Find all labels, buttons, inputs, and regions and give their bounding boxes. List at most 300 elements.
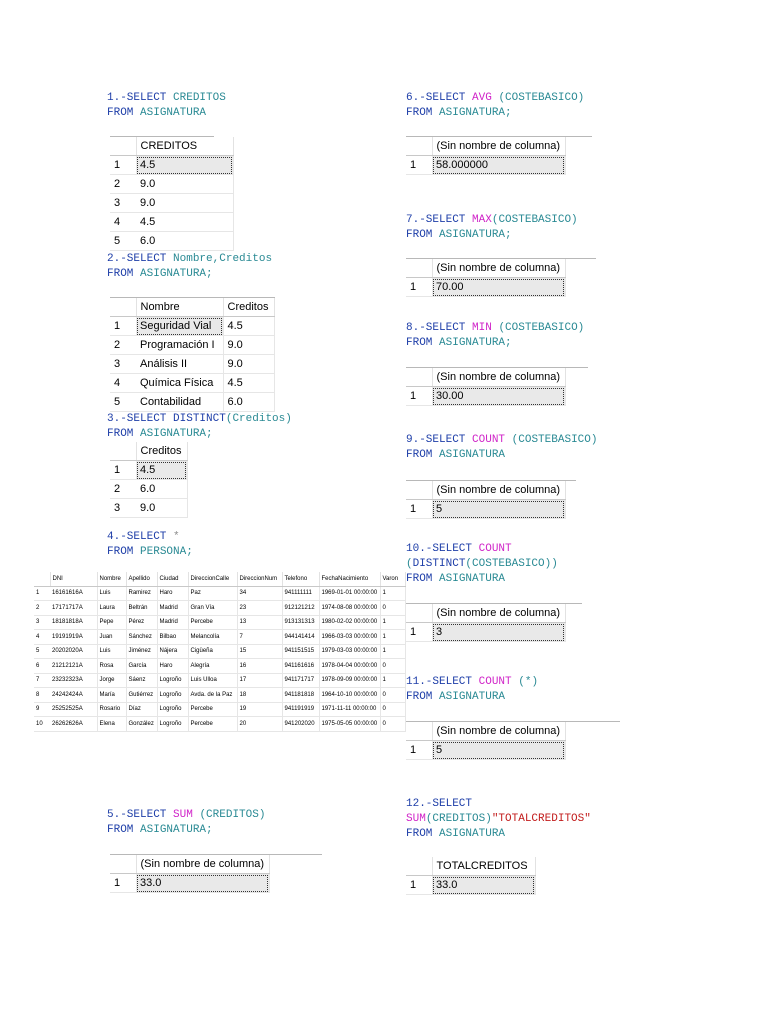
grid-cell: Alegría (188, 659, 237, 674)
grid-header-row (406, 604, 565, 623)
grid-cell: 20 (237, 717, 282, 732)
grid-row (110, 480, 187, 499)
grid-cell: 941161616 (282, 659, 319, 674)
row-number: 5 (110, 232, 136, 251)
grid-cell: 1971-11-11 00:00:00 (319, 702, 380, 717)
grid-cell: 1969-01-01 00:00:00 (319, 586, 380, 601)
result-grid-7 (406, 259, 566, 297)
query-7 (406, 213, 578, 243)
grid-cell: Avda. de la Paz (188, 688, 237, 703)
grid-cell: Sánchez (126, 630, 157, 645)
grid-cell: Logroño (157, 717, 188, 732)
result-grid-11 (406, 722, 566, 760)
query-keyword: FROM (406, 828, 433, 840)
grid-corner-cell (110, 298, 136, 317)
grid-cell: Paz (188, 586, 237, 601)
query-2 (107, 252, 272, 282)
query-function: SUM (406, 813, 426, 825)
grid-header-row (406, 722, 565, 741)
grid-cell: 941191919 (282, 702, 319, 717)
grid-cell: 0 (380, 659, 405, 674)
grid-top-line (406, 136, 592, 137)
row-number: 4 (110, 213, 136, 232)
grid-cell: 9.0 (223, 355, 274, 374)
grid-cell: 30.00 (432, 387, 565, 406)
grid-cell: 9.0 (136, 194, 233, 213)
grid-cell: 944141414 (282, 630, 319, 645)
grid-cell: 941111111 (282, 586, 319, 601)
column-header: DireccionCalle (188, 572, 237, 586)
row-number: 1 (406, 623, 432, 642)
column-header: DNI (50, 572, 97, 586)
query-9 (406, 433, 597, 463)
query-keyword: DISTINCT (412, 558, 466, 570)
row-number: 9 (34, 702, 50, 717)
query-column: (COSTEBASICO) (498, 92, 585, 104)
grid-cell: 6.0 (223, 393, 274, 412)
grid-row (110, 374, 274, 393)
grid-cell: 0 (380, 688, 405, 703)
grid-cell: 913131313 (282, 615, 319, 630)
grid-top-line (406, 258, 596, 259)
grid-table (406, 857, 536, 895)
column-header: (Sin nombre de columna) (136, 855, 269, 874)
grid-corner-cell (406, 722, 432, 741)
grid-row (34, 615, 405, 630)
grid-row (34, 673, 405, 688)
row-number: 2 (34, 601, 50, 616)
grid-cell: 24242424A (50, 688, 97, 703)
result-grid-10 (406, 604, 566, 642)
grid-cell: 16 (237, 659, 282, 674)
grid-cell: 19191919A (50, 630, 97, 645)
query-keyword: FROM (406, 229, 433, 241)
grid-row (34, 601, 405, 616)
row-number: 1 (406, 876, 432, 895)
grid-row (110, 317, 274, 336)
grid-header-row (406, 368, 565, 387)
grid-corner-cell (406, 259, 432, 278)
grid-cell: María (97, 688, 126, 703)
query-keyword: 4.-SELECT (107, 531, 167, 543)
grid-cell: 941151515 (282, 644, 319, 659)
query-4 (107, 530, 193, 560)
grid-cell: Logroño (157, 673, 188, 688)
grid-cell: 912121212 (282, 601, 319, 616)
grid-cell: 17 (237, 673, 282, 688)
row-number: 1 (406, 156, 432, 175)
grid-top-line (110, 136, 214, 137)
row-number: 8 (34, 688, 50, 703)
grid-cell: Percebe (188, 717, 237, 732)
query-table: ASIGNATURA; (439, 337, 512, 349)
grid-cell: Logroño (157, 688, 188, 703)
query-function: MIN (472, 322, 492, 334)
grid-table (110, 298, 275, 412)
grid-cell: 1978-09-09 00:00:00 (319, 673, 380, 688)
grid-cell: 17171717A (50, 601, 97, 616)
grid-header-row (406, 857, 535, 876)
row-number: 3 (34, 615, 50, 630)
grid-cell: Jiménez (126, 644, 157, 659)
row-number: 2 (110, 175, 136, 194)
grid-cell: 9.0 (136, 175, 233, 194)
query-function: SUM (173, 809, 193, 821)
grid-cell: 1 (380, 586, 405, 601)
grid-cell: 23 (237, 601, 282, 616)
result-grid-5 (110, 855, 270, 893)
grid-cell: Beltrán (126, 601, 157, 616)
grid-cell: González (126, 717, 157, 732)
grid-cell: Laura (97, 601, 126, 616)
grid-top-line (406, 603, 582, 604)
result-grid-3 (110, 442, 188, 518)
grid-cell: 1 (380, 644, 405, 659)
grid-table (406, 481, 566, 519)
grid-cell: Luis (97, 644, 126, 659)
query-function: MAX (472, 214, 492, 226)
grid-row (110, 213, 233, 232)
grid-cell: 6.0 (136, 232, 233, 251)
grid-top-line (110, 854, 322, 855)
query-table: ASIGNATURA; (140, 428, 213, 440)
query-keyword: 10.-SELECT (406, 543, 473, 555)
grid-cell: Contabilidad (136, 393, 223, 412)
grid-cell: 1966-03-03 00:00:00 (319, 630, 380, 645)
grid-cell: 5 (432, 741, 565, 760)
result-grid-9 (406, 481, 566, 519)
query-table: ASIGNATURA; (140, 824, 213, 836)
grid-corner-cell (110, 855, 136, 874)
grid-cell: 941181818 (282, 688, 319, 703)
query-table: ASIGNATURA; (439, 107, 512, 119)
grid-cell: Ramirez (126, 586, 157, 601)
grid-row (110, 175, 233, 194)
grid-row (110, 156, 233, 175)
grid-cell: 0 (380, 702, 405, 717)
grid-cell: 18181818A (50, 615, 97, 630)
query-column: (Creditos) (225, 413, 292, 425)
row-number: 1 (110, 156, 136, 175)
query-3 (107, 412, 292, 442)
row-number: 1 (110, 874, 136, 893)
row-number: 2 (110, 480, 136, 499)
grid-cell: 941171717 (282, 673, 319, 688)
row-number: 5 (110, 393, 136, 412)
query-keyword: FROM (107, 546, 134, 558)
query-column: CREDITOS (173, 92, 226, 104)
grid-cell: Análisis II (136, 355, 223, 374)
column-header: Ciudad (157, 572, 188, 586)
grid-row (406, 876, 535, 895)
grid-corner-cell (110, 442, 136, 461)
column-header: (Sin nombre de columna) (432, 259, 565, 278)
grid-cell: 4.5 (136, 213, 233, 232)
query-function: COUNT (478, 543, 512, 555)
grid-cell: 7 (237, 630, 282, 645)
grid-cell: Gutiérrez (126, 688, 157, 703)
grid-table (406, 137, 566, 175)
row-number: 1 (406, 741, 432, 760)
query-table: ASIGNATURA (439, 449, 506, 461)
row-number: 1 (110, 461, 136, 480)
query-keyword: FROM (107, 107, 134, 119)
query-5 (107, 808, 265, 838)
grid-cell: Juan (97, 630, 126, 645)
result-grid-8 (406, 368, 566, 406)
query-keyword: 2.-SELECT (107, 253, 167, 265)
query-column: (COSTEBASICO) (511, 434, 598, 446)
grid-cell: 1975-05-05 00:00:00 (319, 717, 380, 732)
grid-row (34, 702, 405, 717)
grid-cell: 3 (432, 623, 565, 642)
row-number: 10 (34, 717, 50, 732)
row-number: 1 (406, 278, 432, 297)
grid-cell: Díaz (126, 702, 157, 717)
column-header: Nombre (97, 572, 126, 586)
grid-cell: 18 (237, 688, 282, 703)
grid-cell: Sáenz (126, 673, 157, 688)
grid-cell: 20202020A (50, 644, 97, 659)
grid-row (110, 336, 274, 355)
query-function: COUNT (478, 676, 512, 688)
column-header: Apellido (126, 572, 157, 586)
column-header: Creditos (223, 298, 274, 317)
grid-row (34, 717, 405, 732)
query-keyword: 8.-SELECT (406, 322, 466, 334)
grid-cell: 34 (237, 586, 282, 601)
grid-row (406, 387, 565, 406)
result-grid-6 (406, 137, 566, 175)
column-header: TOTALCREDITOS (432, 857, 535, 876)
grid-cell: 58.000000 (432, 156, 565, 175)
grid-cell: Percebe (188, 615, 237, 630)
grid-cell: Jorge (97, 673, 126, 688)
grid-cell: Nájera (157, 644, 188, 659)
column-header: Creditos (136, 442, 187, 461)
row-number: 6 (34, 659, 50, 674)
query-keyword: 6.-SELECT (406, 92, 466, 104)
grid-row (110, 355, 274, 374)
query-keyword: 11.-SELECT (406, 676, 473, 688)
grid-cell: Seguridad Vial (136, 317, 223, 336)
grid-top-line (406, 367, 588, 368)
grid-cell: 9.0 (136, 499, 187, 518)
grid-table (406, 368, 566, 406)
grid-top-line (406, 721, 620, 722)
grid-cell: Elena (97, 717, 126, 732)
grid-header-row (406, 481, 565, 500)
grid-cell: Luis Ulloa (188, 673, 237, 688)
grid-cell: 23232323A (50, 673, 97, 688)
grid-header-row (406, 137, 565, 156)
grid-cell: 4.5 (223, 317, 274, 336)
grid-cell: Percebe (188, 702, 237, 717)
grid-cell: 25252525A (50, 702, 97, 717)
grid-cell: 4.5 (223, 374, 274, 393)
query-table: ASIGNATURA; (140, 268, 213, 280)
grid-cell: Química Física (136, 374, 223, 393)
query-column: (COSTEBASICO) (498, 322, 585, 334)
grid-cell: 21212121A (50, 659, 97, 674)
grid-cell: Madrid (157, 601, 188, 616)
row-number: 3 (110, 355, 136, 374)
query-keyword: 5.-SELECT (107, 809, 167, 821)
grid-header-row (110, 442, 187, 461)
grid-corner-cell (406, 481, 432, 500)
grid-table (110, 855, 270, 893)
grid-header-row (34, 572, 405, 586)
row-number: 1 (110, 317, 136, 336)
result-grid-1 (110, 137, 234, 251)
grid-cell: 1 (380, 673, 405, 688)
query-keyword: FROM (107, 824, 134, 836)
query-keyword: FROM (406, 107, 433, 119)
grid-cell: 33.0 (432, 876, 535, 895)
query-6 (406, 91, 584, 121)
grid-cell: Melancolía (188, 630, 237, 645)
grid-row (110, 194, 233, 213)
query-10 (406, 542, 558, 587)
grid-cell: 1964-10-10 00:00:00 (319, 688, 380, 703)
query-11 (406, 675, 538, 705)
query-table: ASIGNATURA (439, 691, 506, 703)
grid-corner-cell (34, 572, 50, 586)
grid-cell: 0 (380, 601, 405, 616)
query-keyword: FROM (406, 337, 433, 349)
grid-cell: Gran Vía (188, 601, 237, 616)
query-keyword: DISTINCT (173, 413, 226, 425)
column-header: (Sin nombre de columna) (432, 481, 565, 500)
grid-table (406, 604, 566, 642)
grid-cell: 19 (237, 702, 282, 717)
grid-cell: García (126, 659, 157, 674)
query-keyword: FROM (107, 268, 134, 280)
query-1 (107, 91, 226, 121)
grid-cell: Cigüeña (188, 644, 237, 659)
query-keyword: 7.-SELECT (406, 214, 466, 226)
row-number: 4 (34, 630, 50, 645)
query-8 (406, 321, 584, 351)
grid-table (406, 722, 566, 760)
row-number: 4 (110, 374, 136, 393)
query-table: PERSONA; (140, 546, 193, 558)
grid-corner-cell (406, 137, 432, 156)
grid-row (110, 393, 274, 412)
grid-table (110, 442, 188, 518)
query-keyword: FROM (406, 573, 433, 585)
grid-cell: Madrid (157, 615, 188, 630)
grid-cell: 1 (380, 630, 405, 645)
grid-cell: 13 (237, 615, 282, 630)
grid-row (110, 232, 233, 251)
grid-header-row (110, 137, 233, 156)
grid-cell: 1978-04-04 00:00:00 (319, 659, 380, 674)
grid-cell: Rosa (97, 659, 126, 674)
column-header: (Sin nombre de columna) (432, 137, 565, 156)
row-number: 5 (34, 644, 50, 659)
grid-row (34, 688, 405, 703)
query-function: AVG (472, 92, 492, 104)
grid-cell: 33.0 (136, 874, 269, 893)
query-function: COUNT (472, 434, 506, 446)
grid-cell: 1 (380, 615, 405, 630)
grid-cell: 9.0 (223, 336, 274, 355)
query-table: ASIGNATURA; (439, 229, 512, 241)
column-header: (Sin nombre de columna) (432, 604, 565, 623)
row-number: 3 (110, 499, 136, 518)
grid-cell: 16161616A (50, 586, 97, 601)
grid-row (110, 499, 187, 518)
grid-row (34, 659, 405, 674)
grid-cell: Bilbao (157, 630, 188, 645)
result-grid-4 (34, 572, 406, 732)
grid-cell: 4.5 (136, 156, 233, 175)
query-column: (CREDITOS) (425, 813, 492, 825)
grid-cell: 1974-08-08 00:00:00 (319, 601, 380, 616)
grid-row (406, 278, 565, 297)
row-number: 3 (110, 194, 136, 213)
row-number: 2 (110, 336, 136, 355)
query-table: ASIGNATURA (439, 828, 506, 840)
grid-cell: 1979-03-03 00:00:00 (319, 644, 380, 659)
column-header: (Sin nombre de columna) (432, 722, 565, 741)
query-keyword: 3.-SELECT (107, 413, 167, 425)
grid-row (34, 630, 405, 645)
column-header: CREDITOS (136, 137, 233, 156)
grid-cell: 0 (380, 717, 405, 732)
column-header: Nombre (136, 298, 223, 317)
grid-row (406, 741, 565, 760)
query-table: ASIGNATURA (439, 573, 506, 585)
grid-cell: 70.00 (432, 278, 565, 297)
grid-cell: Haro (157, 659, 188, 674)
grid-cell: 15 (237, 644, 282, 659)
grid-table (110, 137, 234, 251)
grid-cell: Rosario (97, 702, 126, 717)
grid-row (406, 623, 565, 642)
query-keyword: 12.-SELECT (406, 798, 473, 810)
grid-cell: 1980-02-02 00:00:00 (319, 615, 380, 630)
query-keyword: FROM (406, 691, 433, 703)
grid-corner-cell (110, 137, 136, 156)
grid-cell: 941202020 (282, 717, 319, 732)
grid-corner-cell (406, 857, 432, 876)
row-number: 7 (34, 673, 50, 688)
column-header: FechaNacimiento (319, 572, 380, 586)
grid-row (406, 156, 565, 175)
column-header: (Sin nombre de columna) (432, 368, 565, 387)
grid-top-line (406, 480, 576, 481)
column-header: Varon (380, 572, 405, 586)
grid-row (110, 874, 269, 893)
grid-row (110, 461, 187, 480)
column-header: DireccionNum (237, 572, 282, 586)
grid-table (406, 259, 566, 297)
query-keyword: 9.-SELECT (406, 434, 466, 446)
grid-header-row (110, 298, 274, 317)
query-keyword: FROM (406, 449, 433, 461)
grid-table (34, 572, 406, 732)
grid-cell: Luis (97, 586, 126, 601)
query-column: * (173, 531, 180, 543)
grid-header-row (110, 855, 269, 874)
query-alias: "TOTALCREDITOS" (491, 813, 591, 825)
query-column: (COSTEBASICO)) (465, 558, 558, 570)
grid-cell: 26262626A (50, 717, 97, 732)
row-number: 1 (406, 500, 432, 519)
query-keyword: FROM (107, 428, 134, 440)
